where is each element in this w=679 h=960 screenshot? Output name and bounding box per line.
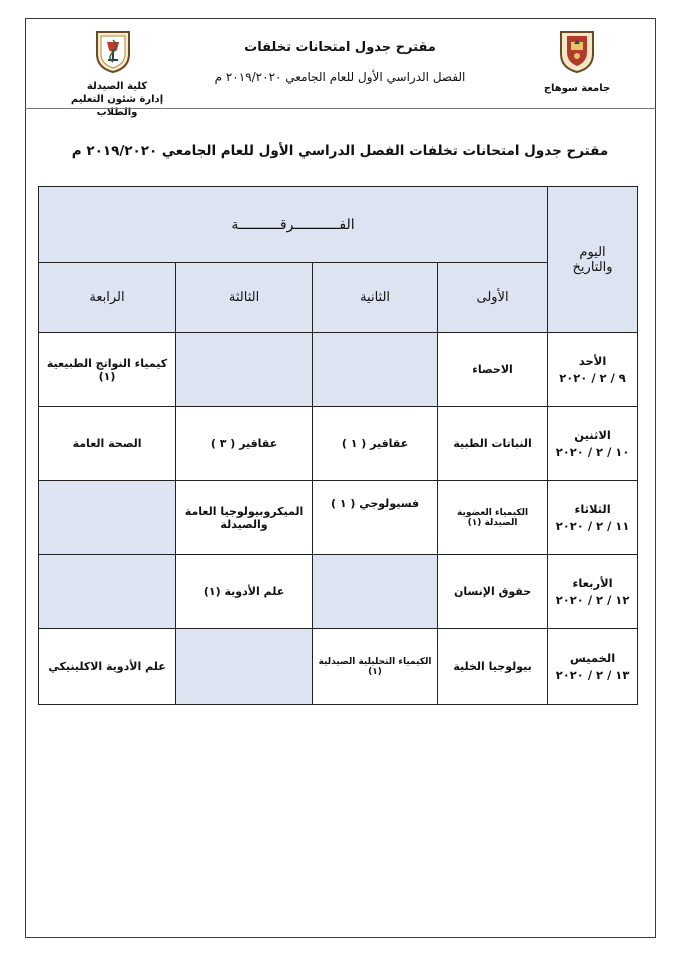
date-header-label: والتاريخ <box>572 259 613 275</box>
exam-cell: الميكروبيولوجيا العامة والصيدلة <box>176 481 313 555</box>
day-date: ١٢ / ٢ / ٢٠٢٠ <box>555 593 630 607</box>
day-date-header <box>548 187 638 333</box>
group-3-header: الثالثة <box>176 263 313 333</box>
empty-cell <box>176 333 313 407</box>
day-date: ١١ / ٢ / ٢٠٢٠ <box>555 519 630 533</box>
table-row <box>39 629 638 705</box>
table-row <box>39 333 638 407</box>
day-cell <box>548 555 638 629</box>
page-title: مقترح جدول امتحانات تخلفات الفصل الدراسي الأول للعام الجامعي ٢٠١٩/٢٠٢٠ م <box>71 143 609 159</box>
day-name: الثلاثاء <box>574 502 611 516</box>
empty-cell <box>313 555 438 629</box>
exam-cell: بيولوجيا الخلية <box>438 629 548 705</box>
day-cell <box>548 333 638 407</box>
exam-cell: علم الأدوية (١) <box>176 555 313 629</box>
empty-cell <box>313 333 438 407</box>
header-title: مقترح جدول امتحانات تخلفات <box>244 40 436 55</box>
university-caption: جامعة سوهاج <box>543 83 611 94</box>
exam-cell: فسيولوجي ( ١ ) <box>313 481 438 555</box>
group-1-header: الأولى <box>438 263 548 333</box>
faculty-of-pharmacy-emblem-icon <box>93 28 133 74</box>
exam-cell: كيمياء النواتج الطبيعية (١) <box>39 333 176 407</box>
group-4-header: الرابعة <box>39 263 176 333</box>
table-row <box>39 481 638 555</box>
day-name: الأربعاء <box>572 576 613 590</box>
day-name: الأحد <box>578 354 607 368</box>
table-row <box>39 555 638 629</box>
day-name: الاثنين <box>574 428 611 442</box>
group-header: الفـــــــــــرقــــــــــة <box>39 187 548 263</box>
group-2-header: الثانية <box>313 263 438 333</box>
day-cell <box>548 629 638 705</box>
faculty-name: كلية الصيدلة <box>86 81 148 92</box>
empty-cell <box>39 555 176 629</box>
exam-cell: الصحة العامة <box>39 407 176 481</box>
day-cell <box>548 407 638 481</box>
day-header-label: اليوم <box>579 244 606 260</box>
day-date: ١٠ / ٢ / ٢٠٢٠ <box>555 445 630 459</box>
sohag-university-emblem-icon <box>557 28 597 74</box>
header-divider <box>25 108 656 109</box>
day-name: الخميس <box>569 651 616 665</box>
exam-cell: الكيمياء التحليلية الصيدلية (١) <box>313 629 438 705</box>
faculty-caption <box>52 80 182 119</box>
exam-cell: حقوق الإنسان <box>438 555 548 629</box>
header-subtitle: الفصل الدراسي الأول للعام الجامعي ٢٠١٩/٢٠٢٠ م <box>214 70 466 84</box>
exam-cell: الاحصاء <box>438 333 548 407</box>
empty-cell <box>176 629 313 705</box>
exam-cell: الكيمياء العضوية الصيدلة (١) <box>438 481 548 555</box>
exam-cell: عقاقير ( ١ ) <box>313 407 438 481</box>
day-date: ١٣ / ٢ / ٢٠٢٠ <box>555 668 630 682</box>
exam-cell: عقاقير ( ٣ ) <box>176 407 313 481</box>
day-date: ٩ / ٢ / ٢٠٢٠ <box>559 371 626 385</box>
exam-schedule-table <box>38 186 638 705</box>
empty-cell <box>39 481 176 555</box>
department-name: إدارة شئون التعليم والطلاب <box>70 94 164 118</box>
day-cell <box>548 481 638 555</box>
table-row <box>39 407 638 481</box>
exam-cell: علم الأدوية الاكلينيكي <box>39 629 176 705</box>
exam-cell: النباتات الطبية <box>438 407 548 481</box>
